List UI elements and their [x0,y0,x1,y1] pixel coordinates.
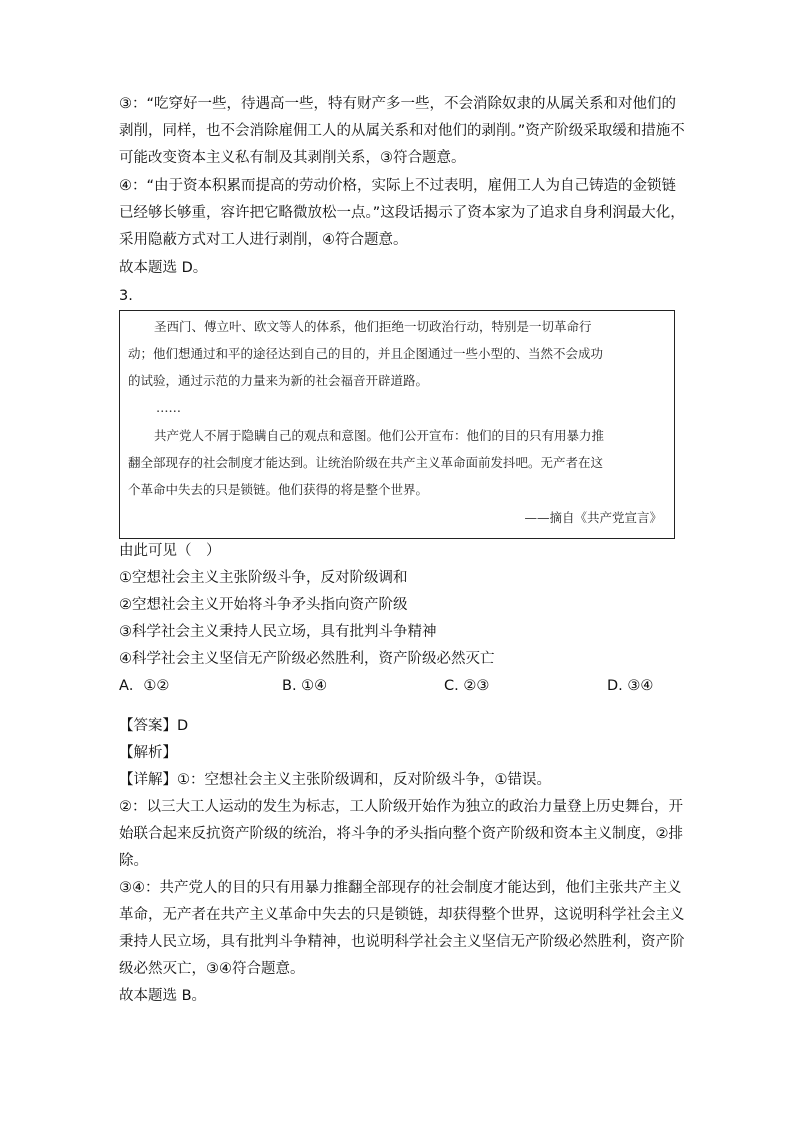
quote-line: 动；他们想通过和平的途径达到自己的目的，并且企图通过一些小型的、当然不会成功 [128,346,604,361]
analysis-point-4 [119,173,685,254]
option-a: A．①② [119,678,170,694]
question-number: 3. [119,288,133,304]
quote-line: 的试验，通过示范的力量来为新的社会福音开辟道路。 [128,373,429,388]
previous-conclusion [119,255,679,282]
detail-line: ③④：共产党人的目的只有用暴力推翻全部现存的社会制度才能达到，他们主张共产主义 [119,880,682,896]
question-stem: 由此可见（ ） [119,543,221,559]
quote-line: 个革命中失去的只是锁链。他们获得的将是整个世界。 [128,482,429,497]
conclusion-text: 故本题选 D。 [119,260,208,276]
text-line: 已经够长够重，容许把它略微放松一点。”这段话揭示了资本家为了追求自身利润最大化， [119,205,685,221]
detail-line: 【详解】①：空想社会主义主张阶级调和，反对阶级斗争，①错误。 [119,772,551,788]
option-c: C. ②③ [444,678,490,694]
analysis-label: 【解析】 [119,745,177,761]
quote-ellipsis: …… [156,400,181,415]
text-line: 可能改变资本主义私有制及其剥削关系，③符合题意。 [119,150,466,166]
quote-source: ——摘自《共产党宣言》 [524,510,662,525]
option-b: B. ①④ [282,678,328,694]
answer-conclusion: 故本题选 B。 [119,988,207,1004]
quote-line: 圣西门、傅立叶、欧文等人的体系，他们拒绝一切政治行动，特别是一切革命行 [154,319,592,334]
text-line: 剥削，同样，也不会消除雇佣工人的从属关系和对他们的剥削。”资产阶级采取缓和措施不 [119,123,685,139]
detail-line: 始联合起来反抗资产阶级的统治，将斗争的矛头指向整个资产阶级和资本主义制度，②排 [119,826,683,842]
analysis-point-3 [119,91,685,172]
detail-line: 革命，无产者在共产主义革命中失去的只是锁链，却获得整个世界，这说明科学社会主义 [119,907,685,923]
answer-block [119,713,685,1010]
statement-1: ①空想社会主义主张阶级斗争，反对阶级调和 [119,570,408,586]
quote-box [119,310,675,539]
quote-line: 翻全部现存的社会制度才能达到。让统治阶级在共产主义革命面前发抖吧。无产者在这 [128,455,604,470]
statement-3: ③科学社会主义秉持人民立场，具有批判斗争精神 [119,624,437,640]
quote-line: 共产党人不屑于隐瞒自己的观点和意图。他们公开宣布：他们的目的只有用暴力推 [154,428,605,443]
text-line: ③：“吃穿好一些，待遇高一些，特有财产多一些，不会消除奴隶的从属关系和对他们的 [119,96,677,112]
detail-line: 级必然灭亡，③④符合题意。 [119,961,305,977]
question-stem-block [119,538,679,673]
text-line: ④：“由于资本积累而提高的劳动价格，实际上不过表明，雇佣工人为自己铸造的金锁链 [119,178,677,194]
option-d: D. ③④ [607,678,654,694]
detail-line: ②：以三大工人运动的发生为标志，工人阶级开始作为独立的政治力量登上历史舞台，开 [119,799,683,815]
answer-label: 【答案】D [119,718,189,734]
statement-2: ②空想社会主义开始将斗争矛头指向资产阶级 [119,597,408,613]
detail-line: 除。 [119,853,148,869]
text-line: 采用隐蔽方式对工人进行剥削，④符合题意。 [119,232,408,248]
statement-4: ④科学社会主义坚信无产阶级必然胜利，资产阶级必然灭亡 [119,651,495,667]
detail-line: 秉持人民立场，具有批判斗争精神，也说明科学社会主义坚信无产阶级必然胜利，资产阶 [119,934,685,950]
